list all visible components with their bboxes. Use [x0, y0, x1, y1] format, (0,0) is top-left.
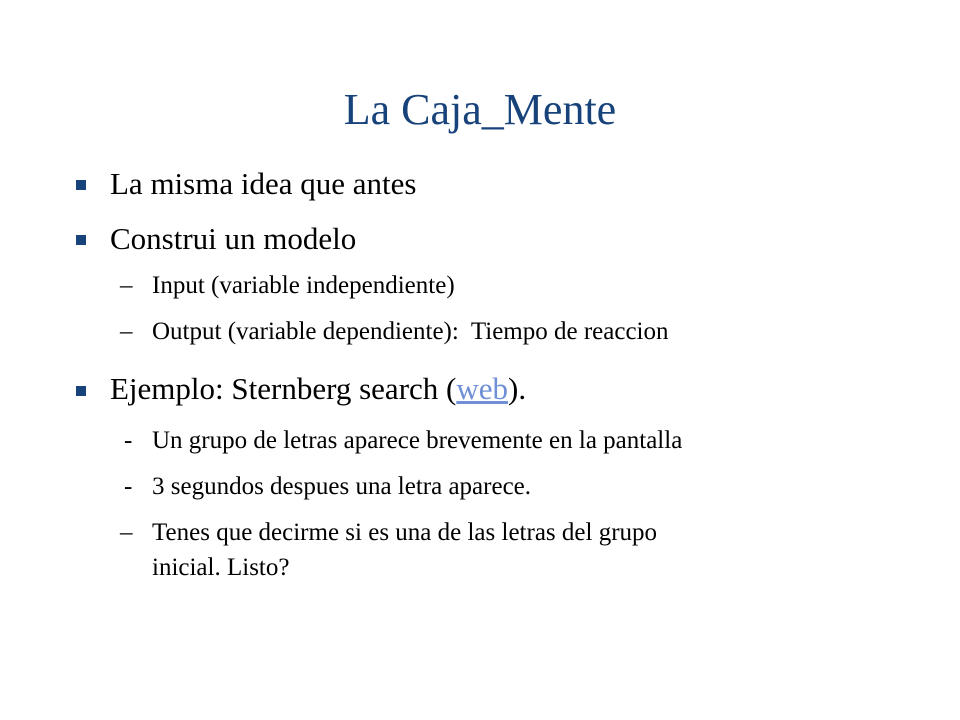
bullet-text [110, 371, 526, 407]
sub-bullet-marker: – [120, 519, 133, 546]
square-bullet-icon [76, 235, 86, 245]
sub-bullet-marker: – [120, 318, 133, 345]
sub-bullet-text: Input (variable independiente) [152, 272, 455, 299]
sub-bullet-marker: - [124, 473, 133, 500]
bullet-text-suffix: ). [508, 371, 527, 406]
sub-bullet-marker: – [120, 272, 133, 299]
bullet-text-prefix: Ejemplo: Sternberg search ( [110, 371, 457, 406]
web-link[interactable]: web [456, 371, 508, 406]
slide-title: La Caja_Mente [343, 85, 617, 134]
bullet-text: La misma idea que antes [110, 166, 417, 201]
sub-bullet-text: Un grupo de letras aparece brevemente en la pantalla [152, 427, 683, 454]
sub-bullet-text-continued: inicial. Listo? [152, 554, 290, 581]
sub-bullet-text: 3 segundos despues una letra aparece. [152, 473, 532, 500]
bullet-text: Construi un modelo [110, 221, 357, 256]
sub-bullet-marker: - [124, 427, 133, 454]
sub-bullet-text: Tenes que decirme si es una de las letras del grupo [152, 519, 658, 546]
square-bullet-icon [76, 386, 86, 396]
square-bullet-icon [76, 180, 86, 190]
sub-bullet-text: Output (variable dependiente): Tiempo de reaccion [152, 318, 669, 345]
